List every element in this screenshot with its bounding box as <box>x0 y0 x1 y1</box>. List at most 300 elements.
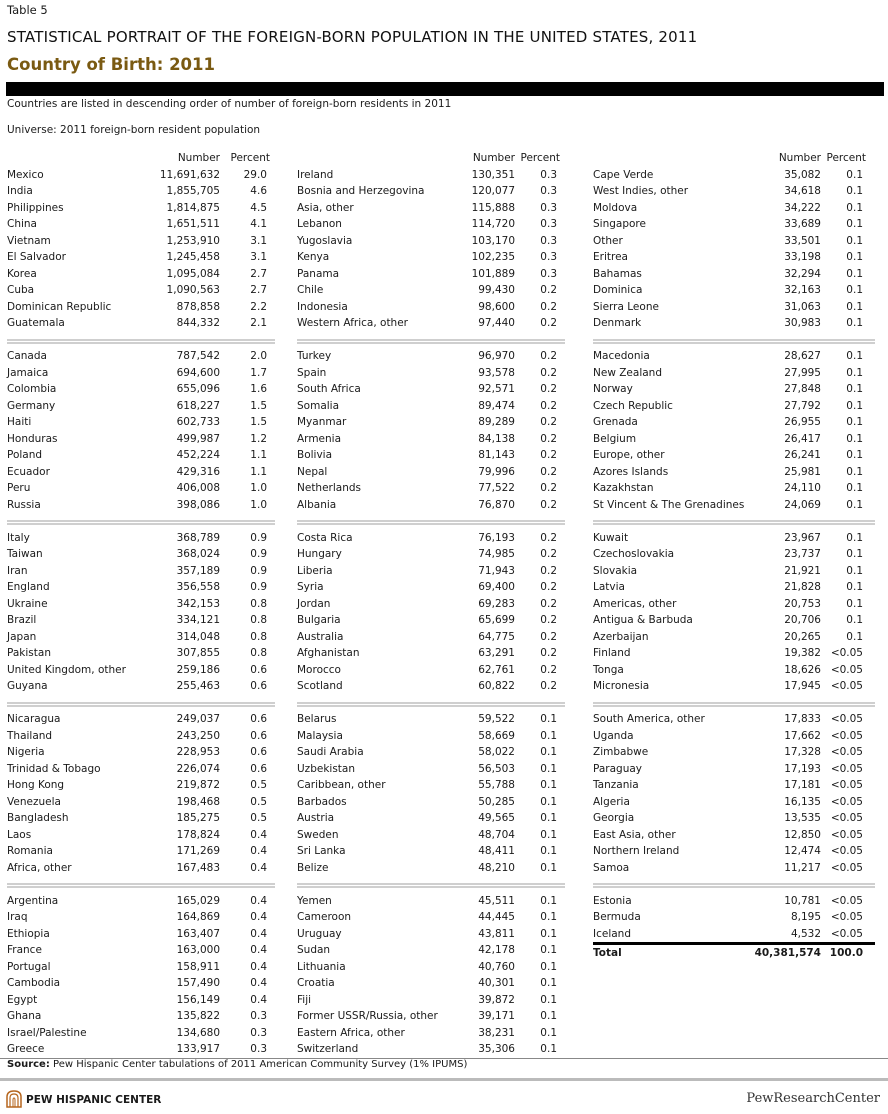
population-percent: 1.7 <box>250 366 267 379</box>
population-number: 60,822 <box>478 680 515 692</box>
country-name: Ireland <box>297 168 334 181</box>
table-row <box>593 200 875 217</box>
population-number: 76,193 <box>478 531 515 544</box>
page-title: STATISTICAL PORTRAIT OF THE FOREIGN-BORN POPULATION IN THE UNITED STATES, 2011 <box>7 28 698 46</box>
population-percent: 0.2 <box>540 416 557 428</box>
population-number: 32,163 <box>784 284 821 296</box>
table-row <box>297 860 565 877</box>
country-name: Belarus <box>297 713 337 725</box>
population-percent: <0.05 <box>830 911 863 923</box>
table-column-1 <box>7 150 275 1058</box>
population-number: 8,195 <box>790 911 821 923</box>
population-percent: 0.1 <box>846 581 863 593</box>
population-percent: 0.1 <box>540 746 557 758</box>
population-percent: 0.2 <box>540 300 557 313</box>
title-divider-bar <box>6 82 884 96</box>
table-row <box>297 893 565 910</box>
population-percent: 0.2 <box>540 597 557 610</box>
population-number: 157,490 <box>176 977 220 989</box>
table-row <box>593 299 875 316</box>
table-row <box>593 497 875 514</box>
country-name: Lithuania <box>297 960 346 973</box>
population-percent: 0.1 <box>540 977 557 989</box>
total-label: Total <box>593 947 622 959</box>
population-percent: <0.05 <box>830 729 863 742</box>
population-percent: 0.5 <box>250 795 267 808</box>
country-name: Croatia <box>297 977 335 989</box>
table-row <box>7 596 275 613</box>
population-percent: 1.0 <box>250 482 267 494</box>
population-percent: 0.1 <box>846 284 863 296</box>
table-row <box>297 200 565 217</box>
country-name: Eastern Africa, other <box>297 1026 405 1039</box>
population-number: 99,430 <box>478 284 515 296</box>
table-row <box>297 546 565 563</box>
country-name: Thailand <box>7 729 53 742</box>
country-name: Sierra Leone <box>593 300 659 313</box>
population-number: 16,135 <box>784 795 821 808</box>
country-name: Canada <box>7 350 47 362</box>
population-percent: 0.3 <box>540 234 557 247</box>
group-separator <box>593 332 875 349</box>
population-percent: <0.05 <box>830 663 863 676</box>
table-row <box>7 794 275 811</box>
population-number: 357,189 <box>176 564 220 577</box>
population-percent: 0.3 <box>250 1026 267 1039</box>
population-percent: 0.1 <box>540 944 557 956</box>
population-number: 398,086 <box>176 498 220 511</box>
country-name: Turkey <box>297 350 332 362</box>
country-name: Georgia <box>593 812 635 824</box>
population-number: 98,600 <box>478 300 515 313</box>
population-number: 103,170 <box>471 234 515 247</box>
table-row <box>297 942 565 959</box>
population-number: 255,463 <box>176 680 220 692</box>
population-number: 17,945 <box>784 680 821 692</box>
population-percent: 0.2 <box>540 482 557 494</box>
population-percent: 0.1 <box>846 251 863 263</box>
population-percent: 0.2 <box>540 498 557 511</box>
population-number: 25,981 <box>784 465 821 478</box>
page-subtitle: Country of Birth: 2011 <box>7 55 215 74</box>
country-name: Scotland <box>297 680 343 692</box>
population-number: 429,316 <box>176 465 220 478</box>
country-name: Kuwait <box>593 531 629 544</box>
table-row <box>7 629 275 646</box>
group-separator <box>7 332 275 349</box>
country-name: Finland <box>593 647 631 659</box>
table-header-row <box>297 150 565 167</box>
table-row <box>7 563 275 580</box>
population-percent: <0.05 <box>830 795 863 808</box>
population-percent: <0.05 <box>830 680 863 692</box>
population-percent: <0.05 <box>830 762 863 775</box>
number-column-header: Number <box>472 152 515 164</box>
population-percent: 0.3 <box>540 218 557 230</box>
country-name: Uzbekistan <box>297 762 355 775</box>
source-label: Source: <box>7 1059 50 1070</box>
population-percent: 0.8 <box>250 647 267 659</box>
country-name: Afghanistan <box>297 647 360 659</box>
population-number: 33,198 <box>784 251 821 263</box>
group-separator <box>7 695 275 712</box>
population-number: 171,269 <box>176 845 220 857</box>
population-number: 27,995 <box>784 366 821 379</box>
country-name: Armenia <box>297 432 342 445</box>
population-number: 1,090,563 <box>166 284 220 296</box>
table-row <box>593 612 875 629</box>
population-number: 167,483 <box>176 861 220 874</box>
table-row <box>7 777 275 794</box>
country-name: Ghana <box>7 1010 42 1022</box>
population-number: 79,996 <box>478 465 515 478</box>
footer-divider <box>0 1078 888 1081</box>
country-name: Syria <box>297 581 324 593</box>
population-percent: 0.1 <box>540 762 557 775</box>
population-number: 130,351 <box>471 168 515 181</box>
table-row <box>7 447 275 464</box>
population-number: 40,301 <box>478 977 515 989</box>
population-number: 59,522 <box>478 713 515 725</box>
country-name: France <box>7 944 42 956</box>
group-separator <box>593 513 875 530</box>
population-number: 64,775 <box>478 630 515 643</box>
country-name: Nepal <box>297 465 328 478</box>
population-number: 27,792 <box>784 399 821 412</box>
country-name: Yugoslavia <box>297 234 353 247</box>
population-percent: 0.1 <box>846 267 863 280</box>
table-row <box>593 546 875 563</box>
table-row <box>297 579 565 596</box>
population-number: 76,870 <box>478 498 515 511</box>
table-row <box>297 629 565 646</box>
population-percent: 0.2 <box>540 647 557 659</box>
country-name: Peru <box>7 482 31 494</box>
table-row <box>297 827 565 844</box>
country-name: Ethiopia <box>7 927 50 940</box>
population-number: 96,970 <box>478 350 515 362</box>
population-number: 50,285 <box>478 795 515 808</box>
population-percent: 0.4 <box>250 828 267 841</box>
country-name: Indonesia <box>297 300 348 313</box>
table-row <box>7 975 275 992</box>
country-name: Philippines <box>7 201 64 214</box>
table-row <box>297 1041 565 1058</box>
population-number: 158,911 <box>176 960 220 973</box>
population-percent: 1.5 <box>250 416 267 428</box>
population-number: 314,048 <box>176 630 220 643</box>
ordering-note: Countries are listed in descending order of number of foreign-born residents in 2011 <box>7 98 452 110</box>
country-name: Belgium <box>593 432 637 445</box>
population-percent: 0.4 <box>250 993 267 1006</box>
population-percent: 0.1 <box>846 168 863 181</box>
table-row <box>297 282 565 299</box>
population-percent: 0.6 <box>250 663 267 676</box>
population-number: 48,411 <box>478 845 515 857</box>
population-number: 33,501 <box>784 234 821 247</box>
population-percent: 0.1 <box>540 795 557 808</box>
population-number: 1,095,084 <box>166 267 220 280</box>
table-row <box>7 348 275 365</box>
table-row <box>7 761 275 778</box>
country-name: Samoa <box>593 861 630 874</box>
population-percent: 0.1 <box>540 927 557 940</box>
country-name: Micronesia <box>593 680 650 692</box>
table-row <box>297 365 565 382</box>
population-number: 406,008 <box>176 482 220 494</box>
population-number: 38,231 <box>478 1026 515 1039</box>
population-number: 356,558 <box>176 581 220 593</box>
population-percent: 0.5 <box>250 779 267 791</box>
population-number: 198,468 <box>176 795 220 808</box>
group-separator <box>7 876 275 893</box>
country-name: Bahamas <box>593 267 642 280</box>
population-percent: 0.6 <box>250 680 267 692</box>
table-row <box>297 480 565 497</box>
table-row <box>297 447 565 464</box>
group-separator <box>7 513 275 530</box>
population-number: 32,294 <box>784 267 821 280</box>
table-row <box>297 299 565 316</box>
population-number: 20,706 <box>784 614 821 626</box>
table-row <box>297 381 565 398</box>
population-number: 1,245,458 <box>166 251 220 263</box>
population-number: 259,186 <box>176 663 220 676</box>
table-row <box>297 711 565 728</box>
table-row <box>593 480 875 497</box>
table-row <box>297 233 565 250</box>
country-name: Austria <box>297 812 335 824</box>
population-number: 24,110 <box>784 482 821 494</box>
population-number: 878,858 <box>176 300 220 313</box>
table-row <box>593 777 875 794</box>
table-row <box>297 348 565 365</box>
population-percent: <0.05 <box>830 779 863 791</box>
table-row <box>7 183 275 200</box>
population-percent: 0.6 <box>250 729 267 742</box>
table-row <box>7 282 275 299</box>
table-row <box>593 678 875 695</box>
country-name: Cambodia <box>7 977 61 989</box>
population-number: 30,983 <box>784 317 821 329</box>
country-name: Pakistan <box>7 647 51 659</box>
table-row <box>297 728 565 745</box>
country-name: Malaysia <box>297 729 343 742</box>
population-number: 243,250 <box>176 729 220 742</box>
population-number: 20,753 <box>784 597 821 610</box>
population-number: 163,407 <box>176 927 220 940</box>
country-name: Iceland <box>593 927 632 940</box>
table-row <box>7 546 275 563</box>
table-row <box>593 216 875 233</box>
table-row <box>593 266 875 283</box>
table-row <box>7 893 275 910</box>
population-percent: 3.1 <box>250 234 267 247</box>
table-row <box>297 563 565 580</box>
table-row <box>297 909 565 926</box>
population-percent: 0.2 <box>540 581 557 593</box>
population-number: 43,811 <box>478 927 515 940</box>
pew-research-logo: PewResearchCenter <box>746 1091 880 1106</box>
table-row <box>7 216 275 233</box>
population-percent: 0.4 <box>250 911 267 923</box>
table-row <box>593 431 875 448</box>
population-number: 694,600 <box>176 366 220 379</box>
country-name: Latvia <box>593 581 625 593</box>
country-name: Kenya <box>297 251 330 263</box>
population-number: 1,855,705 <box>166 185 220 197</box>
population-percent: 0.4 <box>250 861 267 874</box>
group-separator <box>593 695 875 712</box>
population-number: 31,063 <box>784 300 821 313</box>
table-row <box>297 249 565 266</box>
table-row <box>7 530 275 547</box>
table-row <box>297 678 565 695</box>
population-number: 58,669 <box>478 729 515 742</box>
country-name: Romania <box>7 845 53 857</box>
country-name: Azerbaijan <box>593 630 649 643</box>
percent-column-header: Percent <box>520 152 560 164</box>
country-name: Saudi Arabia <box>297 746 364 758</box>
universe-note: Universe: 2011 foreign-born resident population <box>7 124 261 136</box>
country-name: St Vincent & The Grenadines <box>593 498 745 511</box>
table-row <box>593 744 875 761</box>
population-percent: 0.9 <box>250 581 267 593</box>
country-name: Liberia <box>297 564 333 577</box>
table-row <box>7 1025 275 1042</box>
population-percent: 2.1 <box>250 317 267 329</box>
population-percent: <0.05 <box>830 746 863 758</box>
country-name: Denmark <box>593 317 642 329</box>
table-row <box>593 662 875 679</box>
country-name: Singapore <box>593 218 646 230</box>
population-percent: 0.2 <box>540 614 557 626</box>
country-name: Portugal <box>7 960 51 973</box>
population-percent: 0.8 <box>250 614 267 626</box>
country-name: England <box>7 581 50 593</box>
table-row <box>593 596 875 613</box>
table-row <box>7 365 275 382</box>
table-row <box>297 843 565 860</box>
population-percent: 1.1 <box>250 465 267 478</box>
country-name: Israel/Palestine <box>7 1026 87 1039</box>
population-percent: 0.4 <box>250 894 267 907</box>
table-row <box>593 794 875 811</box>
population-percent: 0.9 <box>250 531 267 544</box>
country-name: Iraq <box>7 911 28 923</box>
country-name: Jamaica <box>7 366 49 379</box>
population-number: 12,850 <box>784 828 821 841</box>
country-name: Kazakhstan <box>593 482 654 494</box>
population-percent: 0.1 <box>540 993 557 1006</box>
table-row <box>297 777 565 794</box>
population-percent: 0.1 <box>846 350 863 362</box>
population-percent: <0.05 <box>830 647 863 659</box>
table-row <box>593 563 875 580</box>
population-number: 17,662 <box>784 729 821 742</box>
number-column-header: Number <box>177 152 220 164</box>
population-number: 81,143 <box>478 449 515 461</box>
table-row <box>7 744 275 761</box>
population-percent: 0.1 <box>540 1010 557 1022</box>
table-row <box>297 959 565 976</box>
population-percent: 1.1 <box>250 449 267 461</box>
population-number: 89,289 <box>478 416 515 428</box>
table-row <box>297 216 565 233</box>
population-number: 28,627 <box>784 350 821 362</box>
table-row <box>297 810 565 827</box>
population-percent: 0.1 <box>846 234 863 247</box>
country-name: Mexico <box>7 168 44 181</box>
population-number: 69,283 <box>478 597 515 610</box>
table-row <box>593 645 875 662</box>
population-percent: 0.1 <box>846 564 863 577</box>
table-row <box>593 530 875 547</box>
population-number: 62,761 <box>478 663 515 676</box>
population-percent: 0.1 <box>540 1026 557 1039</box>
population-number: 13,535 <box>784 812 821 824</box>
population-number: 228,953 <box>176 746 220 758</box>
population-percent: 0.1 <box>846 317 863 329</box>
population-percent: 0.2 <box>540 531 557 544</box>
country-name: Ukraine <box>7 597 48 610</box>
country-name: Spain <box>297 366 327 379</box>
country-name: Northern Ireland <box>593 845 680 857</box>
country-name: Laos <box>7 828 32 841</box>
table-row <box>297 992 565 1009</box>
table-row <box>297 1025 565 1042</box>
country-name: India <box>7 185 33 197</box>
country-name: Jordan <box>297 597 331 610</box>
table-column-2 <box>297 150 565 1058</box>
table-row <box>297 612 565 629</box>
population-percent: <0.05 <box>830 845 863 857</box>
population-percent: 0.4 <box>250 960 267 973</box>
country-name: Western Africa, other <box>297 317 408 329</box>
table-row <box>7 942 275 959</box>
country-name: Algeria <box>593 795 630 808</box>
table-row <box>297 464 565 481</box>
country-name: Czech Republic <box>593 399 673 412</box>
population-percent: 0.6 <box>250 713 267 725</box>
country-name: West Indies, other <box>593 185 689 197</box>
table-row <box>297 315 565 332</box>
population-percent: 0.1 <box>540 845 557 857</box>
country-name: Slovakia <box>593 564 638 577</box>
country-name: Morocco <box>297 663 341 676</box>
country-name: Venezuela <box>7 795 61 808</box>
table-row <box>593 909 875 926</box>
table-row <box>297 530 565 547</box>
population-number: 27,848 <box>784 383 821 395</box>
population-number: 10,781 <box>784 894 821 907</box>
population-percent: 0.1 <box>540 960 557 973</box>
table-row <box>7 992 275 1009</box>
country-name: Japan <box>7 630 37 643</box>
table-row <box>297 414 565 431</box>
population-percent: 0.3 <box>250 1010 267 1022</box>
population-number: 17,193 <box>784 762 821 775</box>
country-name: Belize <box>297 861 329 874</box>
population-percent: 0.1 <box>540 713 557 725</box>
population-percent: 0.3 <box>250 1043 267 1055</box>
population-percent: 0.1 <box>846 548 863 560</box>
table-row <box>7 645 275 662</box>
country-name: Caribbean, other <box>297 779 386 791</box>
population-number: 368,789 <box>176 531 220 544</box>
population-number: 342,153 <box>176 597 220 610</box>
population-percent: 0.3 <box>540 267 557 280</box>
